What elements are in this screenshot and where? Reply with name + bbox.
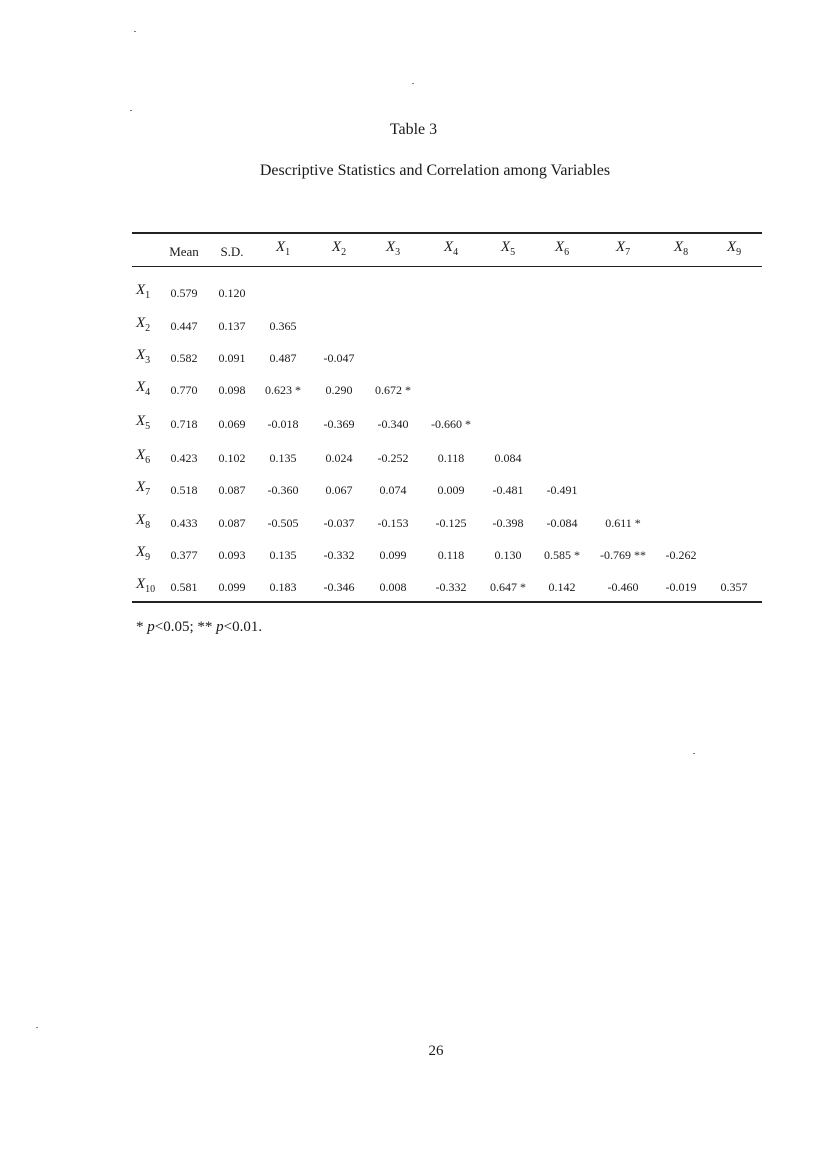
table-cell: -0.262 [665, 548, 697, 562]
table-cell: -0.125 [435, 516, 467, 530]
variable-subscript: 2 [341, 247, 347, 258]
variable-symbol: X [136, 315, 146, 331]
variable-symbol: X [673, 239, 684, 255]
scan-speck [693, 753, 695, 754]
note-p05-symbol: p [147, 619, 155, 635]
column-header-x1 [275, 239, 291, 258]
table-cell: 0.091 [218, 351, 246, 365]
table-cell: 0.118 [437, 451, 465, 465]
column-header-x8 [673, 239, 689, 258]
significance-note [136, 619, 262, 636]
column-header-x6 [554, 239, 570, 258]
table-cell: 0.183 [269, 580, 297, 594]
table-cell: 0.433 [170, 516, 198, 530]
variable-subscript: 8 [683, 247, 689, 258]
table-cell: -0.153 [377, 516, 409, 530]
table-cell: 0.290 [325, 383, 353, 397]
column-header-x5 [500, 239, 516, 258]
variable-subscript: 6 [145, 455, 151, 466]
variable-subscript: 4 [453, 247, 459, 258]
table-cell: 0.024 [325, 451, 353, 465]
table-caption: Descriptive Statistics and Correlation among Variables [259, 162, 611, 179]
variable-symbol: X [136, 413, 146, 429]
table-cell: -0.460 [607, 580, 639, 594]
table-cell: -0.769 ** [600, 548, 646, 562]
table-cell: 0.447 [170, 319, 198, 333]
variable-symbol: X [136, 479, 146, 495]
row-label-x7 [136, 479, 151, 498]
table-cell: 0.069 [218, 417, 246, 431]
variable-symbol: X [726, 239, 737, 255]
variable-subscript: 4 [145, 387, 151, 398]
note-p01-symbol: p [216, 619, 224, 635]
page-number: 26 [428, 1043, 444, 1059]
column-header-x2 [331, 239, 347, 258]
table-cell: 0.672 * [375, 383, 411, 397]
table-cell: -0.346 [323, 580, 355, 594]
table-cell: -0.660 * [431, 417, 471, 431]
column-header-x4 [443, 239, 459, 258]
table-cell: 0.074 [379, 483, 407, 497]
row-label-x3 [136, 347, 151, 366]
variable-symbol: X [136, 447, 146, 463]
variable-subscript: 5 [510, 247, 516, 258]
variable-subscript: 6 [564, 247, 570, 258]
variable-symbol: X [331, 239, 342, 255]
table-cell: 0.611 * [605, 516, 641, 530]
variable-subscript: 10 [145, 584, 156, 595]
table-cell: 0.518 [170, 483, 198, 497]
table-cell: 0.623 * [265, 383, 301, 397]
variable-symbol: X [275, 239, 286, 255]
variable-symbol: X [615, 239, 626, 255]
table-title: Table 3 [389, 121, 438, 138]
table-cell: 0.008 [379, 580, 407, 594]
variable-subscript: 7 [145, 487, 151, 498]
table-cell: 0.647 * [490, 580, 526, 594]
row-label-x6 [136, 447, 151, 466]
note-p05-threshold: <0.05; [154, 619, 198, 635]
table-cell: -0.398 [492, 516, 524, 530]
table-cell: -0.019 [665, 580, 697, 594]
table-cell: 0.377 [170, 548, 198, 562]
table-cell: 0.099 [218, 580, 246, 594]
variable-symbol: X [136, 544, 146, 560]
table-cell: 0.093 [218, 548, 246, 562]
row-label-x8 [136, 512, 151, 531]
variable-symbol: X [136, 282, 146, 298]
variable-subscript: 5 [145, 421, 151, 432]
table-cell: 0.099 [379, 548, 407, 562]
table-cell: -0.332 [323, 548, 355, 562]
variable-subscript: 9 [736, 247, 742, 258]
row-label-x9 [136, 544, 151, 563]
scan-speck [130, 110, 132, 111]
table-cell: 0.087 [218, 516, 246, 530]
table-cell: -0.047 [323, 351, 355, 365]
table-cell: -0.018 [267, 417, 299, 431]
table-cell: 0.137 [218, 319, 246, 333]
variable-symbol: X [443, 239, 454, 255]
column-header-sd: S.D. [220, 244, 244, 259]
variable-subscript: 1 [285, 247, 291, 258]
table-cell: 0.135 [269, 451, 297, 465]
table-cell: -0.340 [377, 417, 409, 431]
column-header-x3 [385, 239, 401, 258]
table-cell: 0.579 [170, 286, 198, 300]
variable-subscript: 3 [395, 247, 401, 258]
table-cell: 0.357 [720, 580, 748, 594]
table-cell: -0.252 [377, 451, 409, 465]
table-cell: 0.423 [170, 451, 198, 465]
table-top-rule [132, 232, 762, 234]
table-cell: -0.360 [267, 483, 299, 497]
variable-symbol: X [136, 512, 146, 528]
column-header-x9 [726, 239, 742, 258]
table-cell: 0.118 [437, 548, 465, 562]
column-header-x7 [615, 239, 631, 258]
variable-symbol: X [136, 347, 146, 363]
variable-symbol: X [136, 576, 146, 592]
table-cell: 0.581 [170, 580, 198, 594]
table-cell: 0.135 [269, 548, 297, 562]
table-cell: 0.098 [218, 383, 246, 397]
variable-subscript: 3 [145, 355, 151, 366]
table-bottom-rule [132, 601, 762, 603]
table-cell: 0.084 [494, 451, 522, 465]
table-cell: 0.102 [218, 451, 246, 465]
table-cell: 0.487 [269, 351, 297, 365]
variable-symbol: X [554, 239, 565, 255]
table-cell: -0.037 [323, 516, 355, 530]
note-p01-threshold: <0.01. [223, 619, 263, 635]
table-cell: -0.505 [267, 516, 299, 530]
variable-subscript: 1 [145, 290, 151, 301]
note-p05-marker: * [136, 619, 148, 635]
row-label-x4 [136, 379, 151, 398]
table-cell: 0.718 [170, 417, 198, 431]
note-p01-marker: ** [197, 619, 217, 635]
variable-subscript: 8 [145, 520, 151, 531]
variable-symbol: X [500, 239, 511, 255]
column-header-mean: Mean [169, 244, 199, 259]
variable-subscript: 9 [145, 552, 151, 563]
row-label-x2 [136, 315, 151, 334]
scan-speck [412, 83, 414, 84]
table-cell: 0.009 [437, 483, 465, 497]
scan-speck [134, 31, 136, 32]
variable-subscript: 2 [145, 323, 151, 334]
table-cell: 0.130 [494, 548, 522, 562]
table-cell: -0.332 [435, 580, 467, 594]
row-label-x5 [136, 413, 151, 432]
table-cell: 0.365 [269, 319, 297, 333]
table-cell: 0.120 [218, 286, 246, 300]
row-label-x10 [136, 576, 156, 595]
table-cell: -0.491 [546, 483, 578, 497]
table-cell: 0.142 [548, 580, 576, 594]
scan-speck [36, 1027, 38, 1028]
table-cell: -0.084 [546, 516, 578, 530]
table-cell: 0.087 [218, 483, 246, 497]
table-cell: 0.067 [325, 483, 353, 497]
table-cell: 0.585 * [544, 548, 580, 562]
variable-symbol: X [385, 239, 396, 255]
table-cell: 0.582 [170, 351, 198, 365]
table-cell: -0.369 [323, 417, 355, 431]
table-cell: -0.481 [492, 483, 524, 497]
variable-subscript: 7 [625, 247, 631, 258]
table-header-rule [132, 266, 762, 267]
table-cell: 0.770 [170, 383, 198, 397]
variable-symbol: X [136, 379, 146, 395]
row-label-x1 [136, 282, 151, 301]
